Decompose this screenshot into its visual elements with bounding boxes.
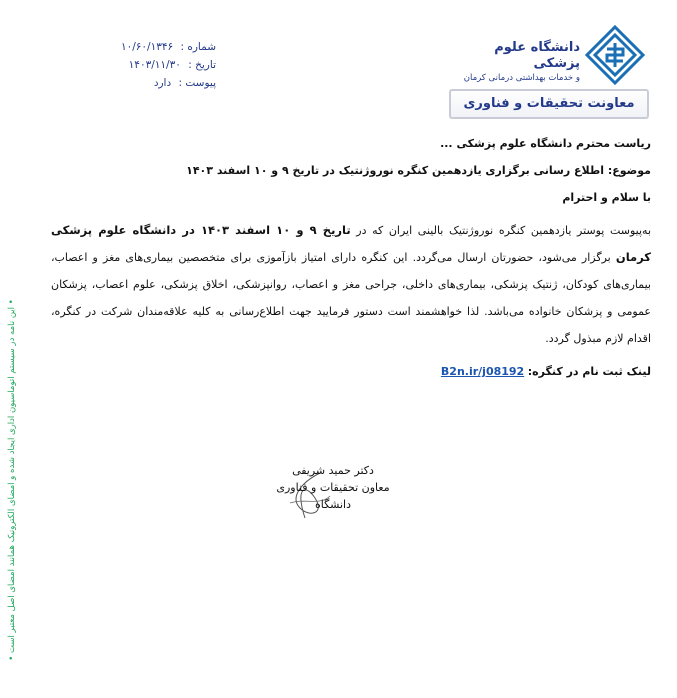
date-row (96, 56, 216, 74)
registration-row (51, 358, 651, 385)
subject-line: موضوع: اطلاع رسانی برگزاری یازدهمین کنگره نوروژنتیک در تاریخ ۹ و ۱۰ اسفند ۱۴۰۳ (186, 164, 651, 177)
greeting-line: با سلام و احترام (562, 191, 651, 204)
signer-name: دکتر حمید شریفی (292, 464, 374, 477)
attachment-label: پیوست : (178, 77, 216, 89)
university-logo-icon (585, 25, 645, 85)
signer-title: معاون تحقیقات و فناوری دانشگاه (276, 481, 390, 511)
side-note (2, 300, 22, 660)
number-row (96, 38, 216, 56)
signature-block (258, 462, 408, 513)
registration-link[interactable]: B2n.ir/j08192 (440, 365, 525, 378)
department-banner: معاونت تحقیقات و فناوری (449, 89, 649, 119)
paragraph-end: برگزار می‌شود، حضورتان ارسال می‌گردد. این کنگره دارای امتیاز بازآموزی برای متخصصین بیماری‌های مغز و اعصاب، بیماری‌های کودکان، ژنتیک پزشکی، بیماری‌های داخلی، جراحی مغز و اعصاب، روانپزشکی، اخلاق پزشکی، علوم اعصاب، پزشکان عمومی و پزشکان خانواده می‌باشد. لذا خواهشمند است دستور فرمایید جهت اطلاع‌رسانی به کلیه علاقه‌مندان شرکت در کنگره، اقدام لازم مبذول گردد. (51, 251, 651, 345)
letter-body (51, 130, 651, 385)
number-label: شماره : (180, 41, 216, 53)
number-value: ۱۰/۶۰/۱۳۴۶ (120, 41, 174, 53)
attachment-row (96, 74, 216, 92)
registration-label: لینک ثبت نام در کنگره: (527, 365, 651, 378)
date-label: تاریخ : (188, 59, 216, 71)
university-subtitle: و خدمات بهداشتی درمانی کرمان (463, 73, 580, 83)
date-value: ۱۴۰۳/۱۱/۳۰ (128, 59, 181, 71)
university-name: دانشگاه علوم پزشکی (494, 40, 580, 71)
paragraph-start: به‌پیوست پوستر یازدهمین کنگره نوروژنتیک بالینی ایران که در (356, 224, 652, 237)
main-paragraph (51, 217, 651, 352)
letter-meta (96, 38, 216, 92)
paragraph-bold-date: تاریخ ۹ و ۱۰ اسفند ۱۴۰۳ در دانشگاه علوم پزشکی کرمان (51, 223, 651, 264)
side-note-text: • این نامه در سیستم اتوماسیون اداری ایجاد شده و امضای الکترونیک همانند امضای اصل معتبر است • (7, 299, 17, 661)
recipient-line: ریاست محترم دانشگاه علوم پزشکی ... (440, 137, 651, 150)
university-name-block (455, 40, 580, 84)
attachment-value: دارد (153, 77, 172, 89)
